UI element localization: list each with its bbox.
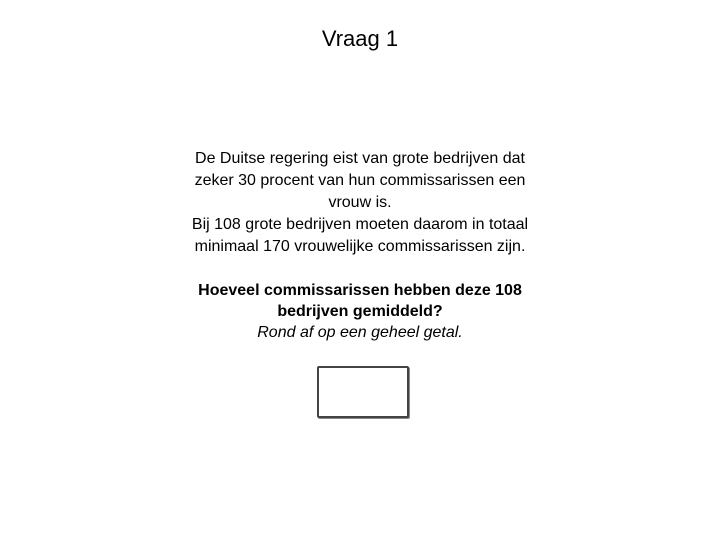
question-line-2: bedrijven gemiddeld? bbox=[277, 303, 443, 320]
statement-line-5: minimaal 170 vrouwelijke commissarissen zijn. bbox=[194, 238, 526, 255]
page-title: Vraag 1 bbox=[321, 26, 399, 51]
question-block bbox=[120, 280, 600, 343]
statement-line-3: vrouw is. bbox=[328, 194, 392, 211]
statement-line-4: Bij 108 grote bedrijven moeten daarom in totaal bbox=[191, 216, 529, 233]
rounding-instruction: Rond af op een geheel getal. bbox=[257, 324, 463, 341]
statement-line-2: zeker 30 procent van hun commissarissen een bbox=[194, 172, 526, 189]
statement-line-1: De Duitse regering eist van grote bedrijven dat bbox=[195, 150, 525, 167]
question-line-1: Hoeveel commissarissen hebben deze 108 bbox=[198, 282, 522, 299]
answer-input[interactable] bbox=[317, 366, 409, 418]
problem-statement bbox=[120, 148, 600, 258]
